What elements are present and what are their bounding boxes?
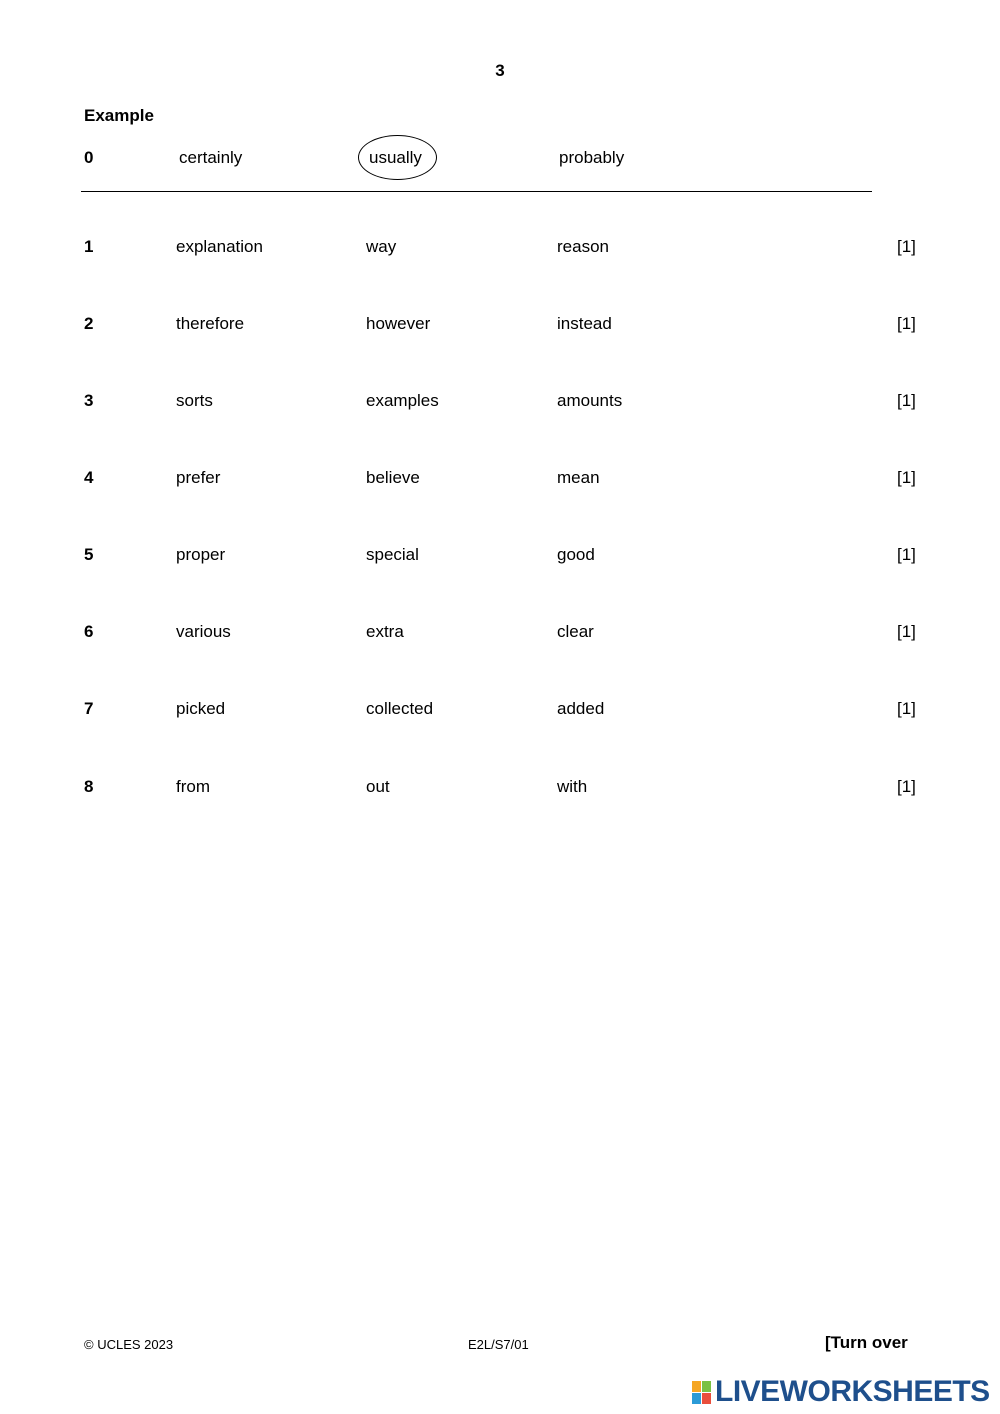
liveworksheets-logo xyxy=(692,1375,990,1409)
question-option-a[interactable]: various xyxy=(176,622,231,641)
question-option-a[interactable]: sorts xyxy=(176,391,213,410)
question-number: 1 xyxy=(84,237,94,256)
example-option-b: usually xyxy=(369,148,422,167)
logo-blocks-icon xyxy=(692,1381,711,1404)
question-option-a[interactable]: prefer xyxy=(176,468,221,487)
question-option-c[interactable]: good xyxy=(557,545,595,564)
question-option-a[interactable]: therefore xyxy=(176,314,245,333)
question-option-b[interactable]: out xyxy=(366,777,390,796)
question-option-b[interactable]: believe xyxy=(366,468,420,487)
logo-text: LIVEWORKSHEETS xyxy=(715,1375,990,1408)
question-option-a[interactable]: proper xyxy=(176,545,226,564)
question-option-b[interactable]: extra xyxy=(366,622,404,641)
question-option-b[interactable]: special xyxy=(366,545,419,564)
example-divider xyxy=(81,191,872,192)
question-mark: [1] xyxy=(897,545,916,564)
question-number: 3 xyxy=(84,391,94,410)
question-option-b[interactable]: collected xyxy=(366,699,434,718)
example-option-a: certainly xyxy=(179,148,243,167)
logo-block-icon xyxy=(692,1393,701,1404)
question-option-b[interactable]: way xyxy=(366,237,397,256)
footer-copyright: © UCLES 2023 xyxy=(84,1337,174,1352)
question-option-a[interactable]: from xyxy=(176,777,210,796)
example-option-c: probably xyxy=(559,148,625,167)
question-mark: [1] xyxy=(897,699,916,718)
logo-block-icon xyxy=(692,1381,701,1392)
logo-block-icon xyxy=(702,1381,711,1392)
turn-over-label: [Turn over xyxy=(825,1333,908,1352)
logo-block-icon xyxy=(702,1393,711,1404)
question-option-c[interactable]: with xyxy=(557,777,588,796)
question-mark: [1] xyxy=(897,314,916,333)
question-number: 8 xyxy=(84,777,94,796)
question-mark: [1] xyxy=(897,391,916,410)
page-number: 3 xyxy=(495,61,505,80)
footer-paper-code: E2L/S7/01 xyxy=(468,1337,529,1352)
question-option-c[interactable]: mean xyxy=(557,468,600,487)
question-option-c[interactable]: reason xyxy=(557,237,609,256)
question-option-a[interactable]: picked xyxy=(176,699,226,718)
question-option-c[interactable]: amounts xyxy=(557,391,623,410)
question-number: 5 xyxy=(84,545,94,564)
question-number: 7 xyxy=(84,699,94,718)
question-option-b[interactable]: examples xyxy=(366,391,439,410)
question-mark: [1] xyxy=(897,468,916,487)
question-number: 6 xyxy=(84,622,94,641)
question-mark: [1] xyxy=(897,622,916,641)
question-option-c[interactable]: added xyxy=(557,699,605,718)
example-heading: Example xyxy=(84,106,154,125)
question-number: 4 xyxy=(84,468,94,487)
question-option-c[interactable]: clear xyxy=(557,622,594,641)
question-mark: [1] xyxy=(897,237,916,256)
question-option-b[interactable]: however xyxy=(366,314,431,333)
question-option-c[interactable]: instead xyxy=(557,314,612,333)
question-mark: [1] xyxy=(897,777,916,796)
question-number: 2 xyxy=(84,314,94,333)
example-number: 0 xyxy=(84,148,94,167)
question-option-a[interactable]: explanation xyxy=(176,237,263,256)
